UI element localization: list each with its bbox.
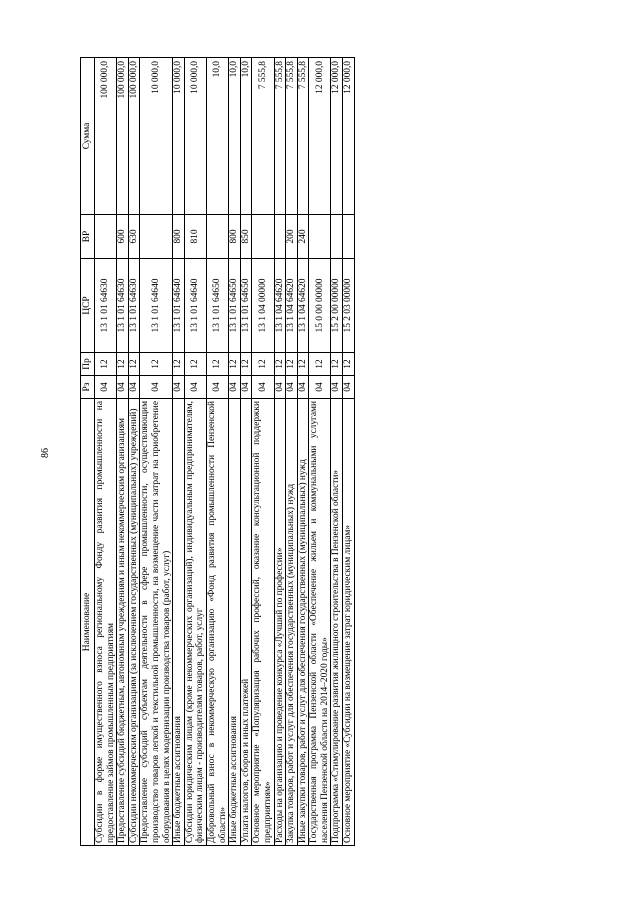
cell-rz: 04 — [229, 376, 241, 399]
cell-csr: 15 0 00 00000 — [309, 259, 331, 353]
cell-rz: 04 — [331, 376, 343, 399]
header-sum: Сумма — [81, 58, 95, 215]
cell-rz: 04 — [140, 376, 173, 399]
cell-vr: 600 — [117, 215, 129, 259]
table-row — [343, 58, 355, 846]
cell-sum: 10,0 — [206, 58, 228, 215]
cell-name: Основное мероприятие «Субсидии на возмещение затрат юридическим лицам» — [343, 399, 355, 846]
cell-vr: 240 — [297, 215, 309, 259]
cell-csr: 13 1 01 64650 — [229, 259, 241, 353]
table-row — [331, 58, 343, 846]
cell-rz: 04 — [117, 376, 129, 399]
budget-table — [80, 57, 355, 846]
cell-rz: 04 — [297, 376, 309, 399]
cell-rz: 04 — [95, 376, 117, 399]
table-row — [95, 58, 117, 846]
cell-sum: 12 000,0 — [343, 58, 355, 215]
table-row — [274, 58, 286, 846]
cell-csr: 13 1 01 64630 — [128, 259, 140, 353]
cell-vr: 200 — [286, 215, 298, 259]
cell-vr: 800 — [173, 215, 185, 259]
cell-vr — [309, 215, 331, 259]
cell-vr — [252, 215, 274, 259]
cell-pr: 12 — [229, 353, 241, 376]
cell-name: Закупка товаров, работ и услуг для обеспечения государственных (муниципальных) нужд — [286, 399, 298, 846]
header-pr: Пр — [81, 353, 95, 376]
cell-pr: 12 — [206, 353, 228, 376]
cell-pr: 12 — [331, 353, 343, 376]
header-name: Наименование — [81, 399, 95, 846]
table-header-row — [81, 58, 95, 846]
cell-rz: 04 — [274, 376, 286, 399]
cell-vr — [140, 215, 173, 259]
table-row — [297, 58, 309, 846]
cell-sum: 10,0 — [229, 58, 241, 215]
cell-name: Уплата налогов, сборов и иных платежей — [240, 399, 252, 846]
header-vr: ВР — [81, 215, 95, 259]
table-row — [286, 58, 298, 846]
cell-csr: 15 2 03 00000 — [343, 259, 355, 353]
cell-sum: 12 000,0 — [309, 58, 331, 215]
table-row — [240, 58, 252, 846]
cell-pr: 12 — [286, 353, 298, 376]
cell-csr: 13 1 01 64630 — [117, 259, 129, 353]
cell-pr: 12 — [117, 353, 129, 376]
cell-pr: 12 — [309, 353, 331, 376]
cell-pr: 12 — [140, 353, 173, 376]
rotated-page-content — [80, 58, 520, 846]
cell-name: Иные бюджетные ассигнования — [173, 399, 185, 846]
cell-csr: 13 1 04 64620 — [274, 259, 286, 353]
cell-pr: 12 — [184, 353, 206, 376]
table-row — [206, 58, 228, 846]
cell-sum: 7 555,8 — [274, 58, 286, 215]
cell-name: Иные закупки товаров, работ и услуг для обеспечения государственных (муниципальных) нужд — [297, 399, 309, 846]
page-number: 86 — [40, 448, 51, 458]
table-row — [173, 58, 185, 846]
cell-name: Иные бюджетные ассигнования — [229, 399, 241, 846]
cell-sum: 10 000,0 — [140, 58, 173, 215]
table-row — [117, 58, 129, 846]
cell-pr: 12 — [252, 353, 274, 376]
cell-name: Предоставление субсидий субъектам деятельности в сфере промышленности, осуществляющим производство товаров легкой и текстильной промышленности, на возмещение части затрат на приобретение оборудования в целях модернизации производства товаров (работ, услуг) — [140, 399, 173, 846]
cell-vr — [331, 215, 343, 259]
cell-name: Подпрограмма «Стимулирование развития жилищного строительства в Пензенской области» — [331, 399, 343, 846]
cell-pr: 12 — [173, 353, 185, 376]
cell-csr: 13 1 01 64630 — [95, 259, 117, 353]
cell-rz: 04 — [309, 376, 331, 399]
cell-sum: 100 000,0 — [128, 58, 140, 215]
cell-sum: 100 000,0 — [117, 58, 129, 215]
cell-rz: 04 — [128, 376, 140, 399]
cell-csr: 13 1 04 64620 — [286, 259, 298, 353]
cell-sum: 10 000,0 — [173, 58, 185, 215]
table-row — [229, 58, 241, 846]
cell-rz: 04 — [184, 376, 206, 399]
cell-rz: 04 — [252, 376, 274, 399]
cell-vr: 810 — [184, 215, 206, 259]
cell-pr: 12 — [240, 353, 252, 376]
cell-name: Основное мероприятие «Популяризация рабочих профессий, оказание консультационной поддержки предприятиям» — [252, 399, 274, 846]
table-row — [309, 58, 331, 846]
cell-rz: 04 — [173, 376, 185, 399]
cell-rz: 04 — [240, 376, 252, 399]
header-csr: ЦСР — [81, 259, 95, 353]
cell-sum: 12 000,0 — [331, 58, 343, 215]
cell-pr: 12 — [95, 353, 117, 376]
table-row — [128, 58, 140, 846]
cell-csr: 13 1 01 64650 — [240, 259, 252, 353]
cell-csr: 13 1 04 00000 — [252, 259, 274, 353]
table-row — [252, 58, 274, 846]
cell-sum: 7 555,8 — [297, 58, 309, 215]
cell-name: Субсидии некоммерческим организациям (за исключением государственных (муниципальных) учреждений) — [128, 399, 140, 846]
cell-rz: 04 — [206, 376, 228, 399]
cell-csr: 13 1 01 64650 — [206, 259, 228, 353]
cell-csr: 13 1 01 64640 — [140, 259, 173, 353]
cell-csr: 13 1 04 64620 — [297, 259, 309, 353]
cell-rz: 04 — [343, 376, 355, 399]
cell-vr — [206, 215, 228, 259]
header-rz: Рз — [81, 376, 95, 399]
table-row — [184, 58, 206, 846]
cell-csr: 13 1 01 64640 — [173, 259, 185, 353]
cell-pr: 12 — [343, 353, 355, 376]
cell-vr — [274, 215, 286, 259]
cell-pr: 12 — [297, 353, 309, 376]
cell-name: Расходы на организацию и проведение конкурса «Лучший по профессии» — [274, 399, 286, 846]
cell-name: Добровольный взнос в некоммерческую организацию «Фонд развития промышленности Пензенской области» — [206, 399, 228, 846]
cell-sum: 100 000,0 — [95, 58, 117, 215]
cell-name: Субсидии юридическим лицам (кроме некоммерческих организаций), индивидуальным предпринимателям, физическим лицам - производителям товаров, работ, услуг — [184, 399, 206, 846]
cell-vr — [95, 215, 117, 259]
cell-vr — [343, 215, 355, 259]
cell-sum: 10,0 — [240, 58, 252, 215]
cell-sum: 10 000,0 — [184, 58, 206, 215]
cell-pr: 12 — [274, 353, 286, 376]
cell-sum: 7 555,8 — [286, 58, 298, 215]
cell-name: Субсидии в форме имущественного взноса региональному Фонду развития промышленности на предоставление займов промышленным предприятиям — [95, 399, 117, 846]
cell-vr: 800 — [229, 215, 241, 259]
cell-sum: 7 555,8 — [252, 58, 274, 215]
cell-name: Государственная программа Пензенской области «Обеспечение жильем и коммунальными услугами населения Пензенской области на 2014–2020 годы» — [309, 399, 331, 846]
cell-pr: 12 — [128, 353, 140, 376]
table-row — [140, 58, 173, 846]
cell-name: Предоставление субсидий бюджетным, автономным учреждениям и иным некоммерческим организациям — [117, 399, 129, 846]
cell-csr: 13 1 01 64640 — [184, 259, 206, 353]
cell-vr: 850 — [240, 215, 252, 259]
cell-rz: 04 — [286, 376, 298, 399]
cell-csr: 15 2 00 00000 — [331, 259, 343, 353]
cell-vr: 630 — [128, 215, 140, 259]
